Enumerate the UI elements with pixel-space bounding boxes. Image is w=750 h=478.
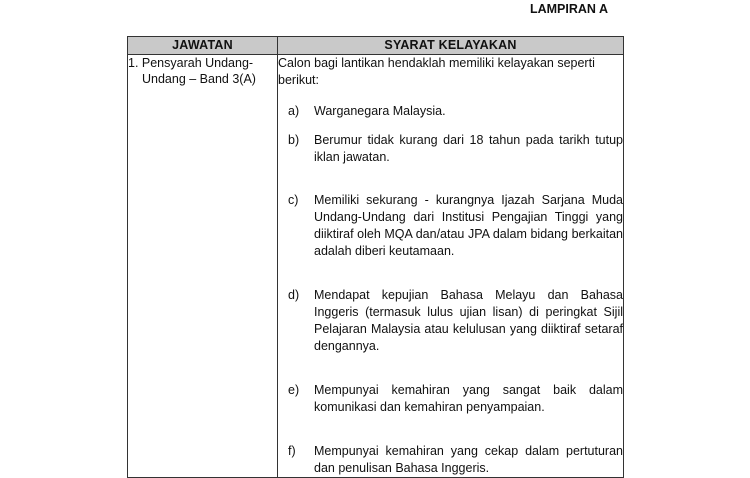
- criteria-text: Mendapat kepujian Bahasa Melayu dan Bahasa Inggeris (termasuk lulus ujian lisan) di peringkat Sijil Pelajaran Malaysia atau kelulusan yang diiktiraf setaraf dengannya.: [314, 288, 623, 353]
- criteria-item-e: [278, 382, 623, 416]
- criteria-marker: a): [288, 104, 300, 118]
- criteria-text: Warganegara Malaysia.: [314, 104, 446, 118]
- syarat-cell: [278, 55, 624, 478]
- criteria-text: Berumur tidak kurang dari 18 tahun pada tarikh tutup iklan jawatan.: [314, 133, 623, 164]
- criteria-marker: d): [288, 288, 300, 302]
- criteria-list: [278, 103, 623, 477]
- criteria-marker: c): [288, 193, 299, 207]
- requirements-intro: Calon bagi lantikan hendaklah memiliki kelayakan seperti berikut:: [278, 56, 595, 87]
- criteria-text: Mempunyai kemahiran yang sangat baik dalam komunikasi dan kemahiran penyampaian.: [314, 383, 623, 414]
- criteria-item-d: [278, 287, 623, 355]
- header-jawatan: JAWATAN: [128, 37, 278, 55]
- criteria-marker: f): [288, 444, 296, 458]
- header-syarat-kelayakan: SYARAT KELAYAKAN: [278, 37, 624, 55]
- jawatan-cell: [128, 55, 278, 478]
- table-row: [128, 55, 624, 478]
- criteria-marker: b): [288, 133, 300, 147]
- position-title: 1. Pensyarah Undang-Undang – Band 3(A): [128, 56, 256, 86]
- attachment-label: LAMPIRAN A: [529, 2, 608, 16]
- criteria-item-b: [278, 132, 623, 166]
- criteria-item-a: [278, 103, 623, 120]
- criteria-item-f: [278, 443, 623, 477]
- criteria-text: Mempunyai kemahiran yang cekap dalam pertuturan dan penulisan Bahasa Inggeris.: [314, 444, 623, 475]
- criteria-item-c: [278, 192, 623, 260]
- requirements-table: [127, 36, 624, 478]
- criteria-marker: e): [288, 383, 300, 397]
- table-header-row: [128, 37, 624, 55]
- criteria-text: Memiliki sekurang - kurangnya Ijazah Sarjana Muda Undang-Undang dari Institusi Pengajian Tinggi yang diiktiraf oleh MQA dan/atau JPA dalam bidang berkaitan adalah diberi keutamaan.: [314, 193, 623, 258]
